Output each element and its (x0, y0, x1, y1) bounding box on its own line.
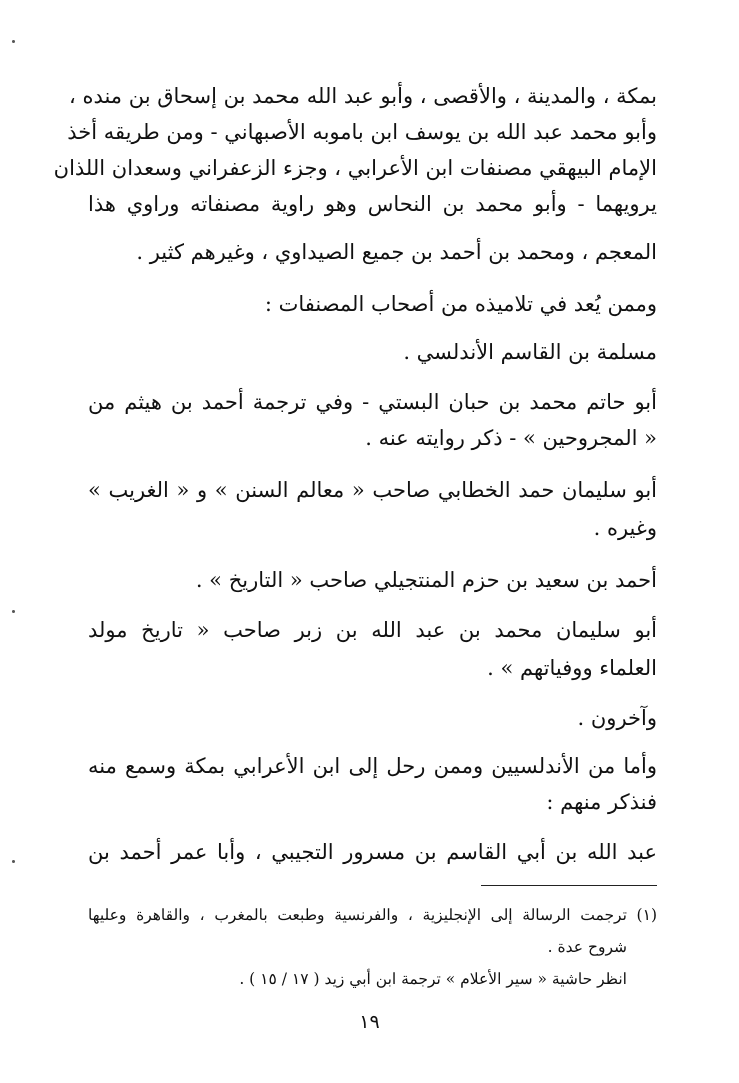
footnote-line: انظر حاشية « سير الأعلام » ترجمة ابن أبي زيد ( ١٧ / ١٥ ) . (239, 970, 627, 988)
body-text-line: وأبو محمد عبد الله بن يوسف ابن باموبه الأصبهاني - ومن طريقه أخذ (67, 120, 657, 144)
body-text-line: « المجروحين » - ذكر روايته عنه . (365, 426, 657, 450)
body-text-line: يرويهما - وأبو محمد بن النحاس وهو راوية مصنفاته وراوي هذا (88, 192, 657, 216)
body-text-line: وأما من الأندلسيين وممن رحل إلى ابن الأعرابي بمكة وسمع منه (88, 754, 658, 778)
body-text-line: أبو حاتم محمد بن حبان البستي - وفي ترجمة أحمد بن هيثم من (88, 390, 657, 414)
body-text-line: العلماء ووفياتهم » . (487, 656, 657, 680)
page-number: ١٩ (359, 1011, 380, 1033)
margin-speck (12, 860, 15, 863)
body-text-line: الإمام البيهقي مصنفات ابن الأعرابي ، وجزء الزعفراني وسعدان اللذان (53, 156, 657, 180)
body-text-line: أبو سليمان حمد الخطابي صاحب « معالم السنن » و « الغريب » (88, 478, 657, 502)
footnote-line: (١) ترجمت الرسالة إلى الإنجليزية ، والفرنسية وطبعت بالمغرب ، والقاهرة وعليها (88, 906, 657, 924)
margin-speck (12, 40, 15, 43)
body-text-line: فنذكر منهم : (546, 790, 657, 814)
margin-speck (12, 610, 15, 613)
footnote-separator (481, 885, 657, 886)
body-text-line: وممن يُعد في تلاميذه من أصحاب المصنفات : (264, 292, 657, 316)
body-text-line: وآخرون . (577, 706, 657, 730)
footnote-line: شروح عدة . (547, 938, 627, 956)
body-text-line: بمكة ، والمدينة ، والأقصى ، وأبو عبد الله محمد بن إسحاق بن منده ، (68, 84, 657, 108)
body-text-line: المعجم ، ومحمد بن أحمد بن جميع الصيداوي ، وغيرهم كثير . (136, 240, 657, 264)
body-text-line: مسلمة بن القاسم الأندلسي . (403, 340, 657, 364)
body-text-line: أحمد بن سعيد بن حزم المنتجيلي صاحب « التاريخ » . (195, 568, 657, 592)
body-text-line: وغيره . (593, 516, 657, 540)
body-text-line: عبد الله بن أبي القاسم بن مسرور التجيبي ، وأبا عمر أحمد بن (88, 840, 657, 864)
body-text-line: أبو سليمان محمد بن عبد الله بن زبر صاحب « تاريخ مولد (88, 618, 657, 642)
